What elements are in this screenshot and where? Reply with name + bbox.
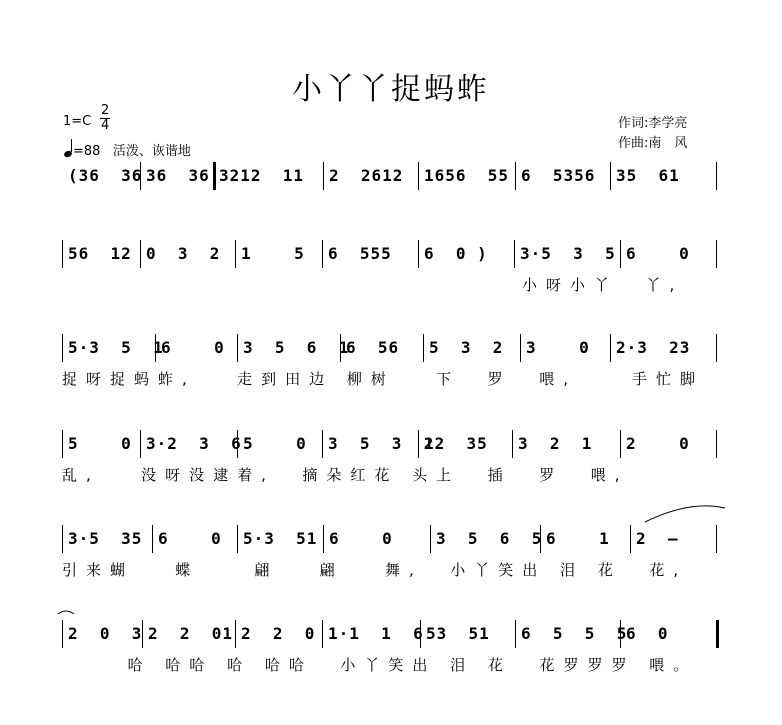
measure: 3 5 3 2: [328, 434, 435, 453]
measure: 3212 11: [219, 166, 305, 185]
measure: 1·1 1 6: [328, 624, 424, 643]
measure: 6 5 5 5: [521, 624, 628, 643]
measure: 6 0: [329, 529, 393, 548]
measure: 53 51: [426, 624, 490, 643]
lyrics-line: 哈 哈哈 哈 哈哈 小丫笑出 泪 花 花罗罗罗 喂。: [100, 656, 698, 674]
measure: 1656 55: [424, 166, 510, 185]
measure: 6 1: [546, 529, 610, 548]
measure: 3 5 6 1: [243, 338, 350, 357]
measure: 6 56: [346, 338, 400, 357]
measure: 1 5: [241, 244, 305, 263]
lyrics-line: 引来蝴 蝶 翩 翩 舞, 小丫笑出 泪 花 花,: [62, 561, 688, 579]
lyricist: 作词:李学亮: [618, 116, 688, 131]
measure: 3·5 3 5: [520, 244, 616, 263]
key-signature: 1=C: [63, 114, 92, 129]
measure: 6 0 ): [424, 244, 488, 263]
measure: 3 2 1: [518, 434, 593, 453]
measure: 6 5356: [521, 166, 596, 185]
lyrics-line: 小呀小丫 丫,: [522, 276, 684, 294]
lyrics-line: 捉呀捉蚂蚱, 走到田边 柳树 下 罗 喂, 手忙脚: [62, 370, 705, 388]
measure: 3·5 35: [68, 529, 143, 548]
measure: 2·3 23: [616, 338, 691, 357]
measure: 3·2 3 6: [146, 434, 242, 453]
measure: 3 0: [526, 338, 590, 357]
measure: 2 –: [636, 529, 679, 548]
measure: 5 0: [68, 434, 132, 453]
measure: 5·3 51: [243, 529, 318, 548]
measure: 0 3 2: [146, 244, 221, 263]
measure: 5·3 5 1: [68, 338, 164, 357]
measure: 6 555: [328, 244, 392, 263]
measure: 3 5 6 5: [436, 529, 543, 548]
measure: 12 35: [424, 434, 488, 453]
song-title: 小丫丫捉蚂蚱: [292, 72, 490, 107]
lyrics-line: 乱, 没呀没逮着, 摘朵红花 头上 插 罗 喂,: [62, 466, 629, 484]
measure: 5 0: [243, 434, 307, 453]
tie-curve: [58, 611, 74, 614]
measure: 2 2 0: [241, 624, 316, 643]
measure: 2 2612: [329, 166, 404, 185]
tie-curve: [645, 506, 725, 522]
measure: 6 0: [626, 244, 690, 263]
time-numerator: 2: [101, 103, 110, 118]
measure: 6 0: [158, 529, 222, 548]
measure: 6 0: [626, 624, 669, 643]
measure: 36 36: [146, 166, 210, 185]
tempo-value: =88: [73, 144, 101, 159]
measure: 2 0: [626, 434, 690, 453]
measure: (36 36: [68, 166, 143, 185]
measure: 35 61: [616, 166, 680, 185]
time-denominator: 4: [101, 118, 110, 133]
composer: 作曲:南 风: [618, 136, 688, 151]
measure: 5 3 2: [429, 338, 504, 357]
measure: 2 2 01: [148, 624, 234, 643]
measure: 6 0: [161, 338, 225, 357]
expression-marking: 活泼、诙谐地: [112, 144, 191, 159]
measure: 56 12: [68, 244, 132, 263]
measure: 2 0 3: [68, 624, 143, 643]
